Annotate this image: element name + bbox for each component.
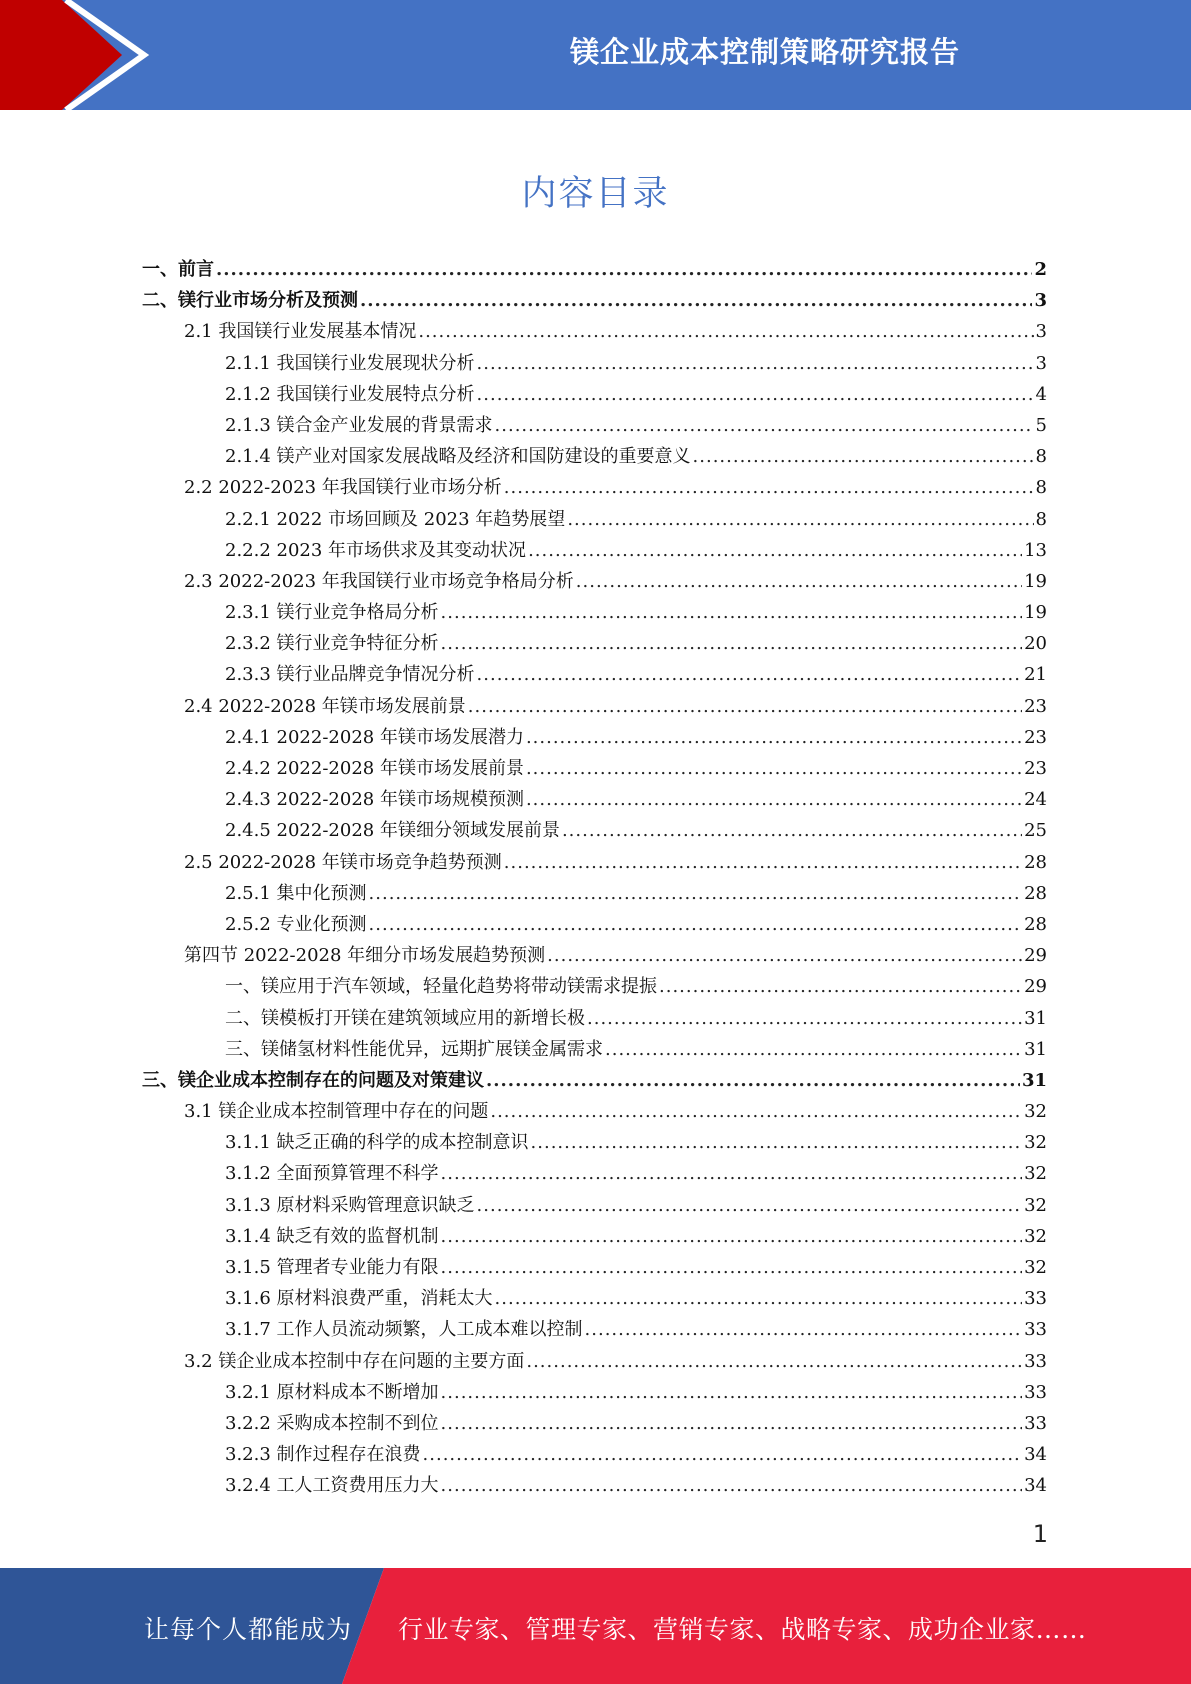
toc-entry-page: 32 (1024, 1257, 1047, 1278)
toc-entry-title: 2.4.1 2022-2028 年镁市场发展潜力 (225, 726, 524, 748)
toc-entry[interactable] (142, 847, 1047, 878)
toc-entry-page: 31 (1024, 1007, 1047, 1029)
toc-entry-title: 2.2 2022-2023 年我国镁行业市场分析 (184, 477, 502, 499)
toc-entry-page: 33 (1024, 1319, 1047, 1341)
toc-entry-page: 23 (1024, 758, 1047, 779)
toc-dot-leader (441, 628, 1023, 659)
toc-dot-leader (441, 597, 1023, 628)
toc-entry[interactable] (142, 878, 1047, 909)
toc-entry-page: 25 (1024, 820, 1047, 842)
toc-entry-page: 19 (1024, 602, 1047, 624)
toc-entry[interactable] (142, 1252, 1047, 1283)
toc-entry[interactable] (142, 1314, 1047, 1345)
toc-entry-page: 13 (1024, 539, 1047, 561)
toc-entry-title: 2.4.5 2022-2028 年镁细分领域发展前景 (225, 820, 560, 842)
toc-dot-leader (477, 1190, 1023, 1221)
toc-entry[interactable] (142, 504, 1047, 535)
toc-dot-leader (659, 971, 1022, 1002)
toc-entry-page: 19 (1024, 570, 1047, 592)
toc-entry-title: 2.1.3 镁合金产业发展的背景需求 (225, 414, 493, 436)
toc-dot-leader (468, 691, 1022, 722)
toc-entry[interactable] (142, 379, 1047, 410)
footer-slogan-right: 行业专家、管理专家、营销专家、战略专家、成功企业家…… (398, 1615, 1087, 1644)
report-title: 镁企业成本控制策略研究报告 (569, 35, 960, 69)
toc-entry-title: 二、镁行业市场分析及预测 (142, 290, 358, 312)
toc-entry[interactable] (142, 441, 1047, 472)
toc-entry[interactable] (142, 566, 1047, 597)
toc-entry-title: 2.4.2 2022-2028 年镁市场发展前景 (225, 758, 524, 779)
toc-entry-page: 2 (1034, 259, 1047, 280)
toc-entry-title: 3.1 镁企业成本控制管理中存在的问题 (184, 1101, 489, 1123)
toc-entry[interactable] (142, 1346, 1047, 1377)
toc-entry-page: 33 (1024, 1412, 1047, 1434)
toc-entry[interactable] (142, 659, 1047, 690)
toc-entry-page: 32 (1024, 1163, 1047, 1185)
toc-entry-page: 21 (1024, 664, 1047, 686)
toc-entry-title: 3.2.2 采购成本控制不到位 (225, 1412, 439, 1434)
toc-entry-page: 24 (1024, 789, 1047, 811)
toc-heading: 内容目录 (521, 174, 670, 214)
toc-entry-title: 2.5 2022-2028 年镁市场竞争趋势预测 (184, 851, 502, 873)
toc-dot-leader (567, 504, 1033, 535)
toc-entry-page: 3 (1034, 290, 1047, 312)
toc-dot-leader (495, 1283, 1023, 1314)
toc-entry-title: 2.1.1 我国镁行业发展现状分析 (225, 352, 475, 374)
toc-dot-leader (587, 1003, 1022, 1034)
toc-dot-leader (490, 1096, 1022, 1127)
toc-entry[interactable] (142, 1065, 1047, 1096)
toc-dot-leader (562, 815, 1022, 846)
toc-entry[interactable] (142, 1283, 1047, 1314)
header-red-arrow (0, 0, 122, 110)
toc-entry-page: 28 (1024, 882, 1047, 904)
toc-entry[interactable] (142, 971, 1047, 1002)
toc-entry-page: 3 (1035, 321, 1047, 343)
toc-entry[interactable] (142, 1190, 1047, 1221)
toc-entry-title: 2.3.1 镁行业竞争格局分析 (225, 602, 439, 624)
toc-entry-title: 三、镁企业成本控制存在的问题及对策建议 (142, 1069, 484, 1091)
toc-entry-title: 3.1.6 原材料浪费严重，消耗太大 (225, 1288, 493, 1310)
toc-entry-page: 31 (1024, 1038, 1047, 1060)
toc-entry-page: 34 (1024, 1444, 1047, 1466)
toc-entry[interactable] (142, 1003, 1047, 1034)
toc-entry-title: 2.4.3 2022-2028 年镁市场规模预测 (225, 789, 524, 811)
toc-entry-title: 3.1.2 全面预算管理不科学 (225, 1163, 439, 1185)
toc-entry[interactable] (142, 1034, 1047, 1065)
toc-entry-page: 8 (1035, 508, 1047, 530)
toc-entry[interactable] (142, 1127, 1047, 1158)
toc-dot-leader (418, 316, 1033, 347)
toc-entry-title: 3.2.3 制作过程存在浪费 (225, 1444, 421, 1466)
toc-entry[interactable] (142, 628, 1047, 659)
toc-entry[interactable] (142, 316, 1047, 347)
toc-entry-page: 32 (1024, 1194, 1047, 1216)
toc-dot-leader (531, 1127, 1023, 1158)
toc-entry-title: 3.1.5 管理者专业能力有限 (225, 1257, 439, 1278)
toc-entry[interactable] (142, 1096, 1047, 1127)
toc-entry[interactable] (142, 1408, 1047, 1439)
toc-entry-page: 23 (1024, 726, 1047, 748)
toc-entry[interactable] (142, 597, 1047, 628)
toc-entry[interactable] (142, 691, 1047, 722)
toc-entry-title: 2.3.3 镁行业品牌竞争情况分析 (225, 664, 475, 686)
toc-dot-leader (605, 1034, 1022, 1065)
toc-entry[interactable] (142, 1221, 1047, 1252)
toc-dot-leader (441, 1221, 1023, 1252)
header-arrow-decoration (0, 0, 160, 110)
toc-entry-page: 33 (1024, 1381, 1047, 1403)
toc-entry-page: 33 (1024, 1350, 1047, 1372)
toc-dot-leader (585, 1314, 1023, 1345)
toc-entry-page: 28 (1024, 913, 1047, 935)
page-number: 1 (1032, 1520, 1048, 1548)
toc-entry[interactable] (142, 722, 1047, 753)
toc-entry-page: 5 (1035, 414, 1047, 436)
toc-entry[interactable] (142, 909, 1047, 940)
toc-dot-leader (547, 940, 1022, 971)
toc-entry[interactable] (142, 535, 1047, 566)
toc-entry-title: 2.2.1 2022 市场回顾及 2023 年趋势展望 (225, 508, 566, 530)
toc-entry[interactable] (142, 815, 1047, 846)
toc-entry-title: 2.3.2 镁行业竞争特征分析 (225, 633, 439, 655)
toc-entry-page: 32 (1024, 1101, 1047, 1123)
toc-entry-title: 2.5.2 专业化预测 (225, 913, 367, 935)
toc-entry[interactable] (142, 410, 1047, 441)
toc-dot-leader (441, 1470, 1023, 1501)
toc-dot-leader (526, 1346, 1022, 1377)
toc-dot-leader (360, 285, 1032, 316)
toc-entry[interactable] (142, 348, 1047, 379)
toc-entry-title: 3.1.7 工作人员流动频繁，人工成本难以控制 (225, 1319, 583, 1341)
header-band (0, 0, 1191, 110)
toc-dot-leader (576, 566, 1022, 597)
toc-dot-leader (441, 1408, 1023, 1439)
toc-entry[interactable] (142, 784, 1047, 815)
toc-dot-leader (423, 1439, 1023, 1470)
toc-entry-title: 3.1.3 原材料采购管理意识缺乏 (225, 1194, 475, 1216)
toc-dot-leader (441, 1252, 1023, 1283)
toc-entry-page: 23 (1024, 695, 1047, 717)
footer-band (0, 1568, 1191, 1684)
toc-dot-leader (495, 410, 1034, 441)
toc-dot-leader (504, 847, 1022, 878)
toc-entry-title: 3.1.1 缺乏正确的科学的成本控制意识 (225, 1132, 529, 1154)
toc-entry-title: 3.2 镁企业成本控制中存在问题的主要方面 (184, 1350, 525, 1372)
toc-entry-page: 8 (1035, 477, 1047, 499)
toc-entry-title: 2.1.2 我国镁行业发展特点分析 (225, 383, 475, 405)
toc-entry-page: 28 (1024, 851, 1047, 873)
toc-entry-title: 一、前言 (142, 259, 214, 280)
toc-entry-page: 29 (1024, 945, 1047, 967)
toc-dot-leader (526, 784, 1022, 815)
toc-entry-title: 一、镁应用于汽车领域，轻量化趋势将带动镁需求提振 (225, 976, 657, 998)
toc-dot-leader (369, 878, 1023, 909)
toc-entry-title: 2.1.4 镁产业对国家发展战略及经济和国防建设的重要意义 (225, 446, 691, 468)
toc-entry[interactable] (142, 1470, 1047, 1501)
toc-entry-title: 2.3 2022-2023 年我国镁行业市场竞争格局分析 (184, 570, 574, 592)
toc-entry-title: 三、镁储氢材料性能优异，远期扩展镁金属需求 (225, 1038, 603, 1060)
toc-entry-title: 2.1 我国镁行业发展基本情况 (184, 321, 417, 343)
toc-entry-page: 32 (1024, 1132, 1047, 1154)
toc-dot-leader (526, 753, 1022, 784)
toc-dot-leader (693, 441, 1034, 472)
toc-entry-title: 3.2.4 工人工资费用压力大 (225, 1475, 439, 1497)
toc-entry-page: 20 (1024, 633, 1047, 655)
toc-dot-leader (526, 722, 1022, 753)
toc-entry[interactable] (142, 753, 1047, 784)
toc-dot-leader (477, 659, 1023, 690)
toc-entry[interactable] (142, 940, 1047, 971)
toc-entry[interactable] (142, 1439, 1047, 1470)
toc-entry[interactable] (142, 1377, 1047, 1408)
toc-entry[interactable] (142, 472, 1047, 503)
toc-entry-page: 8 (1035, 446, 1047, 468)
toc-dot-leader (486, 1065, 1020, 1096)
table-of-contents (142, 254, 1047, 1502)
toc-entry-page: 29 (1024, 976, 1047, 998)
toc-entry-page: 31 (1021, 1069, 1047, 1091)
toc-dot-leader (369, 909, 1023, 940)
toc-dot-leader (441, 1158, 1023, 1189)
toc-entry-title: 第四节 2022-2028 年细分市场发展趋势预测 (184, 945, 546, 967)
toc-dot-leader (477, 379, 1034, 410)
toc-entry-page: 4 (1035, 383, 1047, 405)
toc-entry-page: 34 (1024, 1475, 1047, 1497)
toc-entry-page: 3 (1035, 352, 1047, 374)
toc-entry-title: 2.5.1 集中化预测 (225, 882, 367, 904)
toc-entry[interactable] (142, 1158, 1047, 1189)
toc-dot-leader (504, 472, 1034, 503)
toc-entry-page: 33 (1024, 1288, 1047, 1310)
toc-entry-title: 2.2.2 2023 年市场供求及其变动状况 (225, 539, 527, 561)
toc-dot-leader (441, 1377, 1023, 1408)
toc-entry[interactable] (142, 254, 1047, 285)
toc-dot-leader (216, 254, 1032, 285)
toc-entry[interactable] (142, 285, 1047, 316)
toc-entry-title: 3.1.4 缺乏有效的监督机制 (225, 1225, 439, 1247)
toc-dot-leader (528, 535, 1022, 566)
footer-slogan-left: 让每个人都能成为 (144, 1615, 353, 1644)
toc-entry-title: 2.4 2022-2028 年镁市场发展前景 (184, 695, 466, 717)
toc-entry-page: 32 (1024, 1225, 1047, 1247)
toc-entry-title: 二、镁模板打开镁在建筑领域应用的新增长极 (225, 1007, 585, 1029)
toc-entry-title: 3.2.1 原材料成本不断增加 (225, 1381, 439, 1403)
toc-dot-leader (477, 348, 1034, 379)
